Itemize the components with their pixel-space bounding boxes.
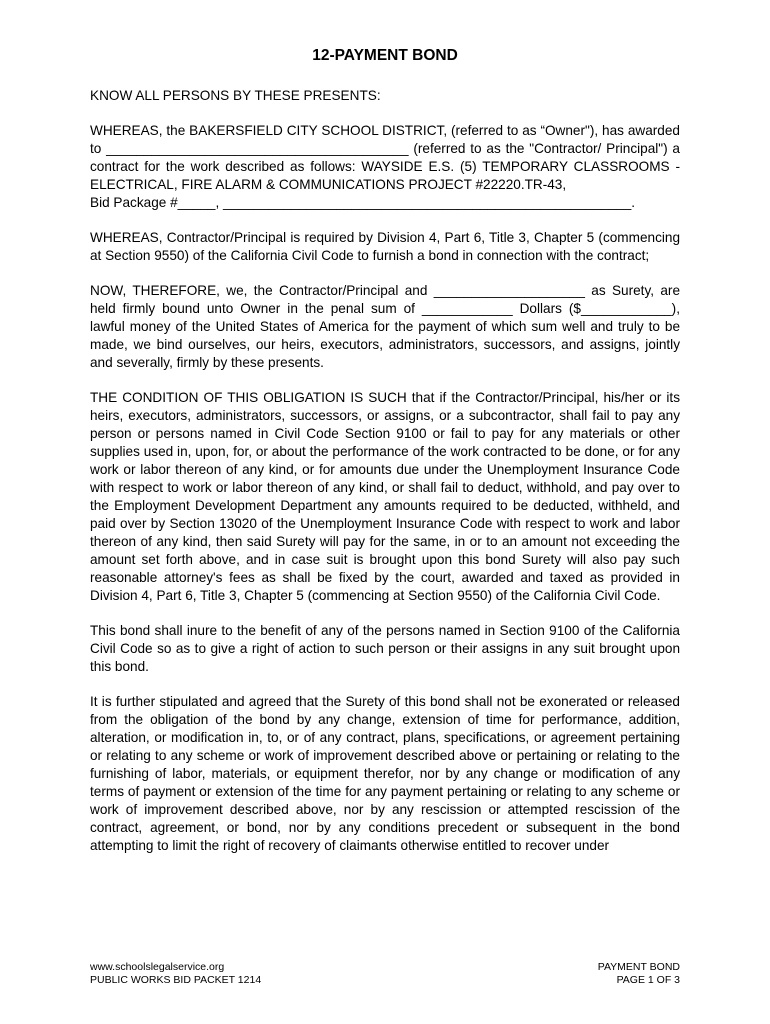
footer-document-name: PAYMENT BOND [597,961,680,973]
footer-packet-label: PUBLIC WORKS BID PACKET 1214 [90,974,262,986]
footer-left [90,961,261,987]
paragraph-know-all-persons: KNOW ALL PERSONS BY THESE PRESENTS: [90,88,381,103]
footer-website: www.schoolslegalservice.org [90,961,225,973]
footer-right [598,961,680,987]
paragraph-bid-package: Bid Package #_____, ______________________________________________________. [90,195,636,210]
document-title: 12-PAYMENT BOND [312,47,458,64]
paragraph-whereas-award: WHEREAS, the BAKERSFIELD CITY SCHOOL DISTRICT, (referred to as “Owner"), has awarded to ________________________________________ (referred to as the "Contractor/ Principal") a contract for the work described as follows: WAYSIDE E.S. (5) TEMPORARY CLASSROOMS - ELECTRICAL, FIRE ALARM & COMMUNICATIONS PROJECT #22220.TR-43, [90,123,680,192]
paragraph-now-therefore: NOW, THEREFORE, we, the Contractor/Principal and ____________________ as Surety, are held firmly bound unto Owner in the penal sum of ____________ Dollars ($____________), lawful money of the United States of America for the payment of which sum well and truly to be made, we bind ourselves, our heirs, executors, administrators, successors, and assigns, jointly and severally, firmly by these presents. [90,283,680,370]
document-body [90,87,680,855]
paragraph-inure-benefit: This bond shall inure to the benefit of any of the persons named in Section 9100 of the California Civil Code so as to give a right of action to such person or their assigns in any suit brought upon this bond. [90,623,680,674]
paragraph-further-stipulated: It is further stipulated and agreed that the Surety of this bond shall not be exonerated or released from the obligation of the bond by any change, extension of time for performance, addition, alteration, or modification in, to, or of any contract, plans, specifications, or agreement pertaining or relating to any scheme or work of improvement described above or pertaining or relating to the furnishing of labor, materials, or equipment therefor, nor by any change or modification of any terms of payment or extension of the time for any payment pertaining or relating to any scheme or work of improvement described above, nor by any rescission or attempted rescission of the contract, agreement, or bond, nor by any conditions precedent or subsequent in the bond attempting to limit the right of recovery of claimants otherwise entitled to recover under [90,694,680,853]
footer-page-number: PAGE 1 OF 3 [616,974,680,986]
paragraph-whereas-required: WHEREAS, Contractor/Principal is required by Division 4, Part 6, Title 3, Chapter 5 (commencing at Section 9550) of the California Civil Code to furnish a bond in connection with the contract; [90,230,680,263]
paragraph-condition: THE CONDITION OF THIS OBLIGATION IS SUCH that if the Contractor/Principal, his/her or its heirs, executors, administrators, successors, or assigns, or a subcontractor, shall fail to pay any person or persons named in Civil Code Section 9100 or fail to pay for any materials or other supplies used in, upon, for, or about the performance of the work contracted to be done, or for any work or labor thereon of any kind, or for amounts due under the Unemployment Insurance Code with respect to work or labor thereon of any kind, or shall fail to deduct, withhold, and pay over to the Employment Development Department any amounts required to be deducted, withheld, and paid over by Section 13020 of the Unemployment Insurance Code with respect to work and labor thereon of any kind, then said Surety will pay for the same, in or to an amount not exceeding the amount set forth above, and in case suit is brought upon this bond Surety will also pay such reasonable attorney's fees as shall be fixed by the court, awarded and taxed as provided in Division 4, Part 6, Title 3, Chapter 5 (commencing at Section 9550) of the California Civil Code. [90,390,680,603]
